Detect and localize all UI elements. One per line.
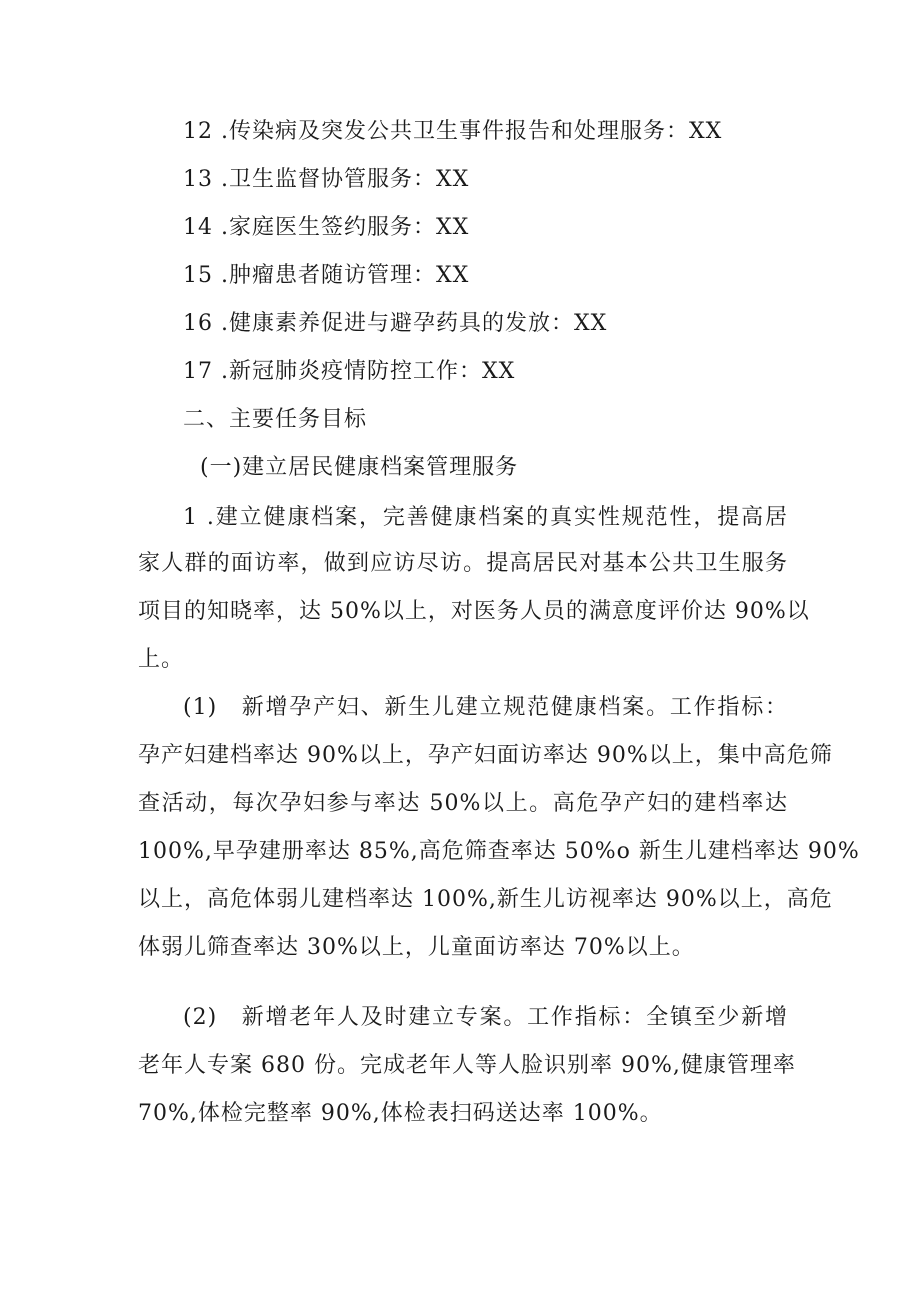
para2-line3: 查活动，每次孕妇参与率达 50%以上。高危孕产妇的建档率达 xyxy=(138,791,788,816)
para2-line6: 体弱儿筛查率达 30%以上，儿童面访率达 70%以上。 xyxy=(138,935,695,960)
para3-line3: 70%,体检完整率 90%,体检表扫码送达率 100%。 xyxy=(138,1101,663,1126)
section-heading: 二、主要任务目标 xyxy=(183,407,368,432)
para3-line1: (2) 新增老年人及时建立专案。工作指标：全镇至少新增 xyxy=(183,1005,788,1030)
para1-line3: 项目的知晓率，达 50%以上，对医务人员的满意度评价达 90%以 xyxy=(138,599,810,624)
list-item-17: 17 .新冠肺炎疫情防控工作：XX xyxy=(183,359,516,384)
para1-line1: 1 .建立健康档案，完善健康档案的真实性规范性，提高居 xyxy=(183,505,788,530)
para1-line2: 家人群的面访率，做到应访尽访。提高居民对基本公共卫生服务 xyxy=(138,551,788,576)
list-item-12: 12 .传染病及突发公共卫生事件报告和处理服务：XX xyxy=(183,119,723,144)
para1-line4: 上。 xyxy=(138,647,185,672)
para3-line2: 老年人专案 680 份。完成老年人等人脸识别率 90%,健康管理率 xyxy=(138,1053,796,1078)
subsection-heading: (一)建立居民健康档案管理服务 xyxy=(200,455,519,480)
list-item-16: 16 .健康素养促进与避孕药具的发放：XX xyxy=(183,311,608,336)
para2-line1: (1) 新增孕产妇、新生儿建立规范健康档案。工作指标： xyxy=(183,695,788,720)
list-item-14: 14 .家庭医生签约服务：XX xyxy=(183,215,470,240)
para2-line4: 100%,早孕建册率达 85%,高危筛查率达 50%o 新生儿建档率达 90% xyxy=(138,839,860,864)
para2-line5: 以上，高危体弱儿建档率达 100%,新生儿访视率达 90%以上，高危 xyxy=(138,887,833,912)
para2-line2: 孕产妇建档率达 90%以上，孕产妇面访率达 90%以上，集中高危筛 xyxy=(138,743,833,768)
list-item-15: 15 .肿瘤患者随访管理：XX xyxy=(183,263,470,288)
list-item-13: 13 .卫生监督协管服务：XX xyxy=(183,167,470,192)
